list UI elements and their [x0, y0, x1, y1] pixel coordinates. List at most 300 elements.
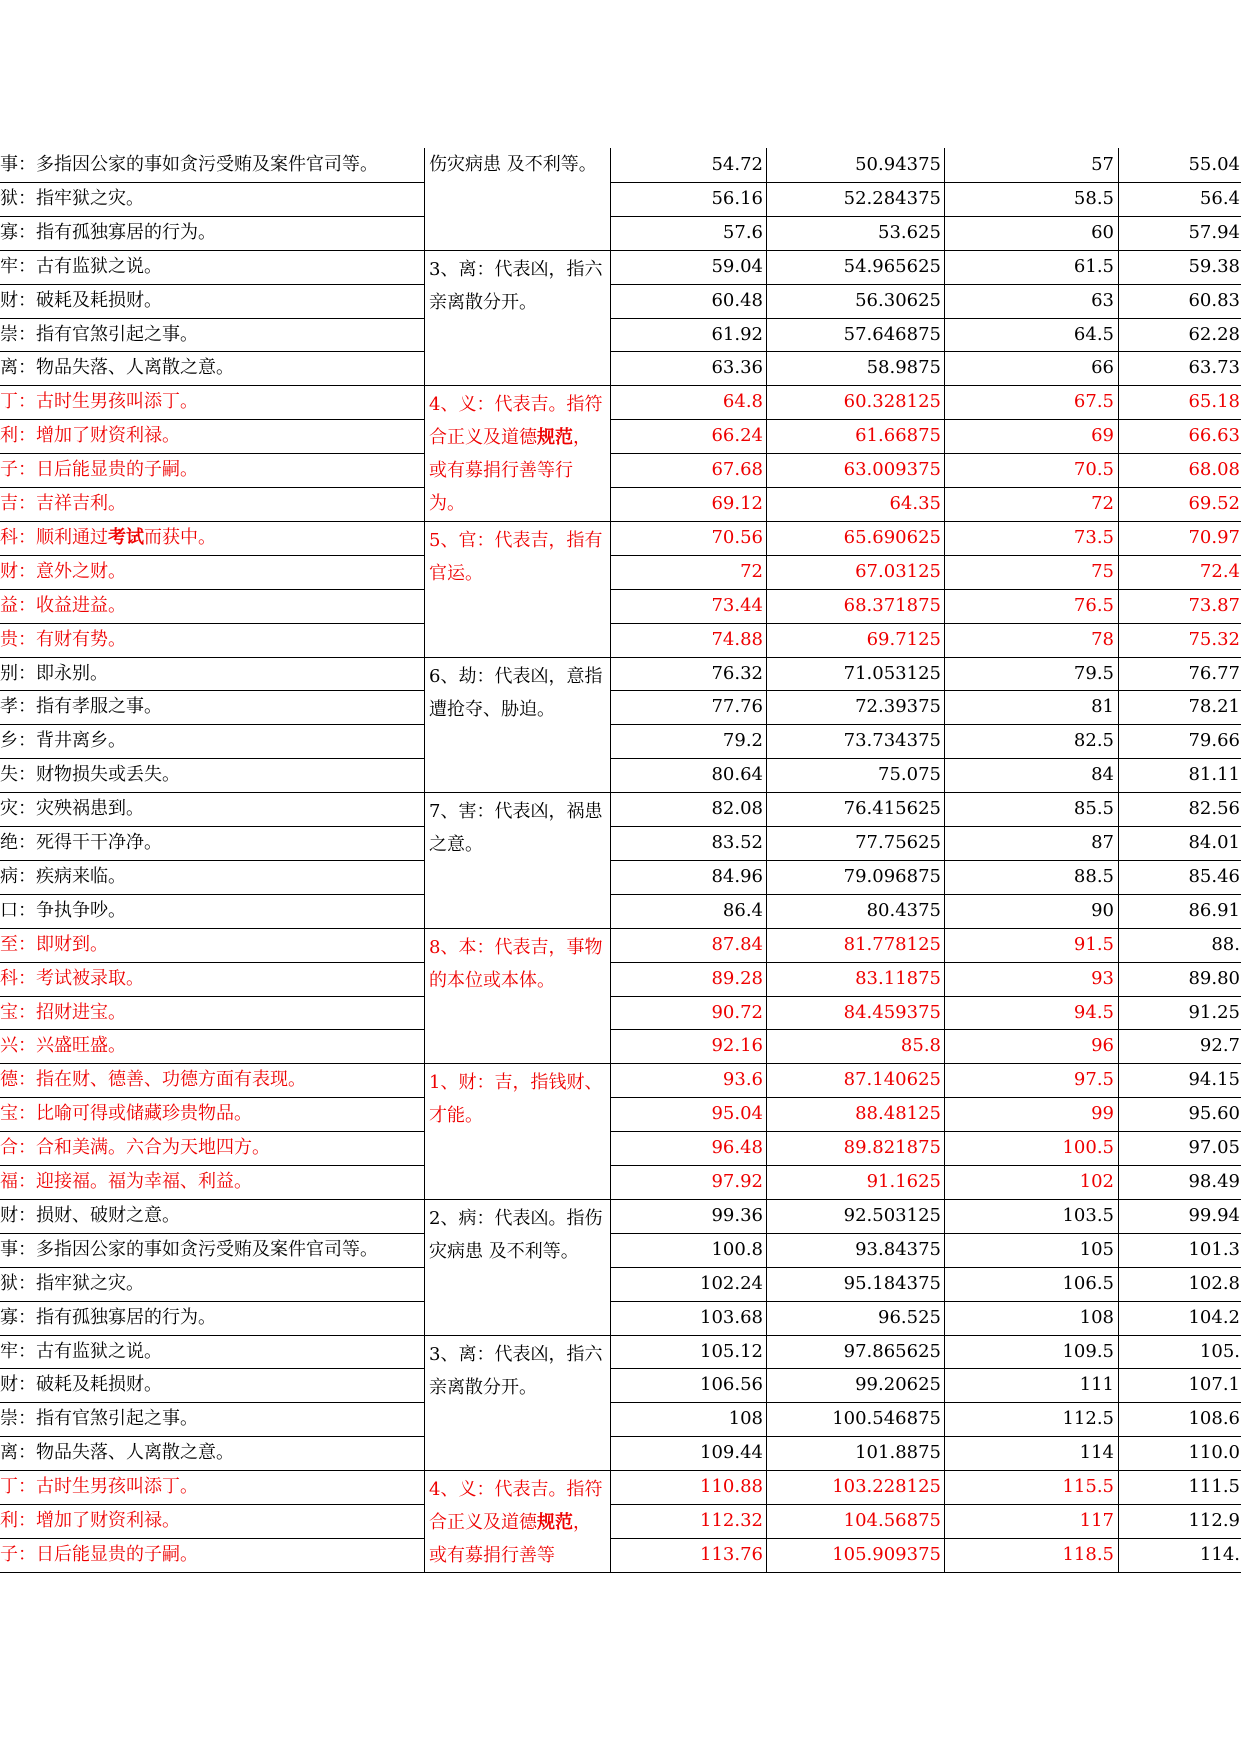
value-cell-n4[interactable]: 78.21 [1188, 696, 1240, 718]
value-cell-n4[interactable]: 57.94 [1188, 221, 1240, 243]
value-cell-n3[interactable]: 73.5 [1073, 526, 1114, 548]
value-cell-n4[interactable]: 86.91 [1188, 899, 1240, 921]
description-cell[interactable]: 口：争执争吵。 [0, 899, 126, 921]
description-cell[interactable]: 兴：兴盛旺盛。 [0, 1035, 126, 1057]
grid-line [0, 453, 424, 454]
description-cell[interactable]: 财：破耗及耗损财。 [0, 289, 162, 311]
grid-line [0, 1301, 424, 1302]
grid-line [0, 826, 424, 827]
value-cell-n4[interactable]: 84.01 [1188, 832, 1240, 853]
table-row [0, 419, 1241, 453]
description-cell[interactable]: 寡：指有孤独寡居的行为。 [0, 221, 216, 243]
value-cell-n2[interactable]: 97.865625 [843, 1340, 941, 1362]
value-cell-n1[interactable]: 106.56 [700, 1374, 763, 1396]
value-cell-n2[interactable]: 83.11875 [855, 967, 941, 989]
value-cell-n4[interactable]: 76.77 [1188, 662, 1240, 684]
value-cell-n1[interactable]: 92.16 [711, 1035, 763, 1057]
grid-line [610, 555, 1241, 556]
grid-line [0, 1335, 1241, 1336]
table-row [0, 216, 1241, 250]
grid-line [0, 250, 1241, 251]
value-cell-n4[interactable]: 102.8 [1188, 1272, 1240, 1294]
value-cell-n3[interactable]: 84 [1091, 764, 1114, 786]
table-row [0, 487, 1241, 521]
category-cell[interactable]: 1、财：吉，指钱财、才能。 [429, 1072, 603, 1127]
value-cell-n1[interactable]: 60.48 [711, 289, 763, 311]
table-row [0, 758, 1241, 792]
grid-line [610, 1538, 1241, 1539]
grid-line [0, 385, 1241, 386]
grid-line [610, 690, 1241, 691]
grid-line [610, 1301, 1241, 1302]
value-cell-n3[interactable]: 102 [1079, 1171, 1114, 1192]
value-cell-n2[interactable]: 73.734375 [843, 730, 941, 752]
value-cell-n2[interactable]: 95.184375 [843, 1272, 941, 1294]
grid-line [0, 284, 424, 285]
value-cell-n1[interactable]: 61.92 [711, 323, 763, 345]
value-cell-n1[interactable]: 86.4 [722, 899, 763, 921]
value-cell-n1[interactable]: 105.12 [700, 1340, 763, 1362]
value-cell-n3[interactable]: 69 [1091, 425, 1114, 447]
highlighted-term: 规范 [537, 427, 573, 449]
value-cell-n2[interactable]: 67.03125 [855, 560, 941, 582]
value-cell-n3[interactable]: 97.5 [1073, 1069, 1114, 1091]
grid-line [610, 1402, 1241, 1403]
value-cell-n2[interactable]: 89.821875 [843, 1137, 941, 1159]
value-cell-n4[interactable]: 62.28 [1188, 323, 1240, 345]
value-cell-n2[interactable]: 58.9875 [866, 357, 941, 379]
value-cell-n2[interactable]: 63.009375 [843, 459, 941, 481]
grid-line [0, 792, 1241, 793]
grid-line [0, 928, 1241, 929]
value-cell-n3[interactable]: 72 [1091, 493, 1114, 514]
value-cell-n3[interactable]: 93 [1091, 967, 1114, 989]
highlighted-term: 规范 [537, 1512, 573, 1534]
value-cell-n4[interactable]: 104.2 [1188, 1306, 1240, 1328]
value-cell-n4[interactable]: 88. [1211, 933, 1240, 955]
value-cell-n1[interactable]: 82.08 [711, 798, 763, 820]
value-cell-n2[interactable]: 72.39375 [855, 696, 941, 718]
grid-line [0, 1233, 424, 1234]
value-cell-n4[interactable]: 59.38 [1188, 255, 1240, 277]
value-cell-n2[interactable]: 93.84375 [855, 1238, 941, 1260]
description-cell[interactable]: 失：财物损失或丢失。 [0, 764, 180, 786]
description-cell[interactable]: 离：物品失落、人离散之意。 [0, 357, 234, 379]
value-cell-n3[interactable]: 57 [1091, 154, 1114, 175]
description-cell[interactable]: 财：意外之财。 [0, 560, 126, 582]
highlighted-term: 考试 [108, 526, 144, 548]
value-cell-n4[interactable]: 68.08 [1188, 459, 1240, 481]
description-cell[interactable]: 至：即财到。 [0, 933, 108, 955]
value-cell-n1[interactable]: 77.76 [711, 696, 763, 718]
value-cell-n1[interactable]: 87.84 [711, 933, 763, 955]
value-cell-n3[interactable]: 106.5 [1062, 1272, 1114, 1294]
table-row [0, 284, 1241, 318]
table-row [0, 1165, 1241, 1199]
value-cell-n3[interactable]: 88.5 [1073, 865, 1114, 887]
value-cell-n1[interactable]: 109.44 [700, 1442, 763, 1464]
value-cell-n3[interactable]: 105 [1079, 1238, 1114, 1260]
table-row [0, 894, 1241, 928]
value-cell-n3[interactable]: 94.5 [1073, 1001, 1114, 1023]
value-cell-n3[interactable]: 70.5 [1073, 459, 1114, 481]
description-cell[interactable]: 合：合和美满。六合为天地四方。 [0, 1137, 270, 1159]
table-row [0, 1504, 1241, 1538]
value-cell-n2[interactable]: 81.778125 [843, 933, 941, 955]
description-cell[interactable]: 绝：死得干干净净。 [0, 832, 162, 853]
grid-line [610, 453, 1241, 454]
value-cell-n4[interactable]: 75.32 [1188, 628, 1240, 650]
value-cell-n4[interactable]: 112.9 [1188, 1510, 1240, 1531]
value-cell-n1[interactable]: 97.92 [711, 1171, 763, 1192]
value-cell-n1[interactable]: 74.88 [711, 628, 763, 650]
description-cell[interactable]: 财：损财、破财之意。 [0, 1204, 180, 1226]
grid-line [0, 894, 424, 895]
description-cell[interactable]: 狱：指牢狱之灾。 [0, 187, 144, 209]
value-cell-n2[interactable]: 65.690625 [843, 526, 941, 548]
value-cell-n2[interactable]: 88.48125 [855, 1103, 941, 1125]
value-cell-n3[interactable]: 114 [1079, 1442, 1114, 1464]
grid-line [0, 860, 424, 861]
value-cell-n4[interactable]: 79.66 [1188, 730, 1240, 752]
value-cell-n3[interactable]: 91.5 [1073, 933, 1114, 955]
table-row [0, 318, 1241, 352]
category-cell[interactable]: 8、本：代表吉，事物的本位或本体。 [429, 936, 603, 991]
description-cell[interactable]: 丁：古时生男孩叫添丁。 [0, 1476, 198, 1498]
value-cell-n1[interactable]: 93.6 [722, 1069, 763, 1091]
category-cell[interactable]: 6、劫：代表凶，意指遭抢夺、胁迫。 [429, 665, 603, 720]
value-cell-n2[interactable]: 103.228125 [832, 1476, 941, 1498]
value-cell-n3[interactable]: 81 [1091, 696, 1114, 718]
value-cell-n4[interactable]: 56.4 [1199, 187, 1240, 209]
description-cell[interactable]: 病：疾病来临。 [0, 865, 126, 887]
value-cell-n2[interactable]: 99.20625 [855, 1374, 941, 1396]
description-text: 而获中。 [144, 526, 216, 548]
value-cell-n1[interactable]: 54.72 [711, 154, 763, 175]
value-cell-n1[interactable]: 84.96 [711, 865, 763, 887]
grid-line [0, 657, 1241, 658]
table-row [0, 589, 1241, 623]
grid-line [0, 318, 424, 319]
value-cell-n1[interactable]: 112.32 [700, 1510, 763, 1531]
value-cell-n3[interactable]: 85.5 [1073, 798, 1114, 820]
value-cell-n2[interactable]: 79.096875 [843, 865, 941, 887]
grid-line [610, 182, 1241, 183]
value-cell-n3[interactable]: 61.5 [1073, 255, 1114, 277]
value-cell-n3[interactable]: 76.5 [1073, 594, 1114, 616]
value-cell-n4[interactable]: 95.60 [1188, 1103, 1240, 1125]
table-row [0, 250, 1241, 284]
value-cell-n1[interactable]: 110.88 [700, 1476, 763, 1498]
value-cell-n2[interactable]: 56.30625 [855, 289, 941, 311]
value-cell-n1[interactable]: 103.68 [700, 1306, 763, 1328]
value-cell-n1[interactable]: 70.56 [711, 526, 763, 548]
value-cell-n2[interactable]: 104.56875 [843, 1510, 941, 1531]
grid-line [0, 555, 424, 556]
category-cell[interactable]: 3、离：代表凶，指六亲离散分开。 [429, 1343, 603, 1398]
category-cell[interactable]: 7、害：代表凶，祸患之意。 [429, 801, 603, 856]
value-cell-n1[interactable]: 69.12 [711, 493, 763, 514]
description-cell[interactable]: 乡：背井离乡。 [0, 730, 126, 752]
description-cell[interactable]: 利：增加了财资利禄。 [0, 425, 180, 447]
value-cell-n1[interactable]: 96.48 [711, 1137, 763, 1159]
table-row [0, 623, 1241, 657]
value-cell-n3[interactable]: 103.5 [1062, 1204, 1114, 1226]
description-cell[interactable]: 益：收益进益。 [0, 594, 126, 616]
category-cell[interactable]: 伤灾病患 及不利等。 [429, 154, 597, 175]
grid-line [610, 1131, 1241, 1132]
value-cell-n2[interactable]: 75.075 [878, 764, 941, 786]
value-cell-n1[interactable]: 80.64 [711, 764, 763, 786]
value-cell-n3[interactable]: 96 [1091, 1035, 1114, 1057]
spreadsheet-table [0, 148, 1241, 1584]
value-cell-n2[interactable]: 57.646875 [843, 323, 941, 345]
description-cell[interactable]: 事：多指因公家的事如贪污受贿及案件官司等。 [0, 154, 378, 175]
value-cell-n1[interactable]: 102.24 [700, 1272, 763, 1294]
value-cell-n3[interactable]: 75 [1091, 560, 1114, 582]
value-cell-n2[interactable]: 84.459375 [843, 1001, 941, 1023]
value-cell-n2[interactable]: 85.8 [900, 1035, 941, 1057]
value-cell-n3[interactable]: 99 [1091, 1103, 1114, 1125]
value-cell-n1[interactable]: 83.52 [711, 832, 763, 853]
table-row [0, 792, 1241, 826]
value-cell-n4[interactable]: 111.5 [1188, 1476, 1240, 1498]
value-cell-n1[interactable]: 56.16 [711, 187, 763, 209]
description-cell[interactable]: 灾：灾殃祸患到。 [0, 798, 144, 820]
value-cell-n4[interactable]: 110.0 [1188, 1442, 1240, 1464]
grid-line [610, 962, 1241, 963]
grid-line [424, 148, 425, 1572]
value-cell-n4[interactable]: 82.56 [1188, 798, 1240, 820]
grid-line [610, 860, 1241, 861]
description-cell[interactable]: 贵：有财有势。 [0, 628, 126, 650]
value-cell-n2[interactable]: 91.1625 [866, 1171, 941, 1192]
table-row [0, 1199, 1241, 1233]
value-cell-n2[interactable]: 101.8875 [855, 1442, 941, 1464]
description-cell[interactable]: 崇：指有官煞引起之事。 [0, 323, 198, 345]
table-row [0, 826, 1241, 860]
value-cell-n4[interactable]: 55.04 [1188, 154, 1240, 175]
value-cell-n1[interactable]: 57.6 [722, 221, 763, 243]
value-cell-n3[interactable]: 100.5 [1062, 1137, 1114, 1159]
value-cell-n4[interactable]: 108.6 [1188, 1408, 1240, 1430]
grid-line [610, 1504, 1241, 1505]
value-cell-n4[interactable]: 98.49 [1188, 1171, 1240, 1192]
description-cell[interactable]: 财：破耗及耗损财。 [0, 1374, 162, 1396]
value-cell-n2[interactable]: 53.625 [878, 221, 941, 243]
grid-line [0, 724, 424, 725]
value-cell-n4[interactable]: 69.52 [1188, 493, 1240, 514]
grid-line [0, 1063, 1241, 1064]
grid-line [0, 1504, 424, 1505]
value-cell-n1[interactable]: 76.32 [711, 662, 763, 684]
grid-line [610, 284, 1241, 285]
value-cell-n2[interactable]: 100.546875 [832, 1408, 941, 1430]
table-row [0, 351, 1241, 385]
value-cell-n3[interactable]: 58.5 [1073, 187, 1114, 209]
table-row [0, 182, 1241, 216]
value-cell-n2[interactable]: 80.4375 [866, 899, 941, 921]
description-cell[interactable]: 丁：古时生男孩叫添丁。 [0, 391, 198, 413]
value-cell-n1[interactable]: 79.2 [722, 730, 763, 752]
value-cell-n3[interactable]: 118.5 [1062, 1543, 1114, 1565]
description-cell[interactable] [0, 521, 420, 555]
value-cell-n1[interactable]: 100.8 [711, 1238, 763, 1260]
value-cell-n2[interactable]: 50.94375 [855, 154, 941, 175]
value-cell-n2[interactable]: 77.75625 [855, 832, 941, 853]
value-cell-n1[interactable]: 113.76 [700, 1543, 763, 1565]
value-cell-n1[interactable]: 90.72 [711, 1001, 763, 1023]
description-cell[interactable]: 吉：吉祥吉利。 [0, 493, 126, 514]
description-cell[interactable]: 寡：指有孤独寡居的行为。 [0, 1306, 216, 1328]
category-cell[interactable]: 2、病：代表凶。指伤灾病患 及不利等。 [429, 1207, 603, 1262]
description-cell[interactable]: 崇：指有官煞引起之事。 [0, 1408, 198, 1430]
value-cell-n1[interactable]: 73.44 [711, 594, 763, 616]
value-cell-n1[interactable]: 66.24 [711, 425, 763, 447]
value-cell-n4[interactable]: 63.73 [1188, 357, 1240, 379]
description-cell[interactable]: 牢：古有监狱之说。 [0, 1340, 162, 1362]
category-cell[interactable]: 3、离：代表凶，指六亲离散分开。 [429, 258, 603, 313]
value-cell-n2[interactable]: 64.35 [889, 493, 941, 514]
value-cell-n1[interactable]: 59.04 [711, 255, 763, 277]
value-cell-n3[interactable]: 112.5 [1062, 1408, 1114, 1430]
grid-line [0, 487, 424, 488]
description-cell[interactable]: 别：即永别。 [0, 662, 108, 684]
value-cell-n3[interactable]: 117 [1079, 1510, 1114, 1531]
category-cell[interactable] [425, 385, 608, 521]
category-text: 4、义：代表吉。指符合正义及道德 [429, 394, 603, 449]
grid-line [610, 758, 1241, 759]
description-cell[interactable]: 宝：比喻可得或储藏珍贵物品。 [0, 1103, 252, 1125]
value-cell-n3[interactable]: 87 [1091, 832, 1114, 853]
value-cell-n2[interactable]: 69.7125 [866, 628, 941, 650]
value-cell-n3[interactable]: 82.5 [1073, 730, 1114, 752]
grid-line [610, 318, 1241, 319]
value-cell-n1[interactable]: 64.8 [722, 391, 763, 413]
value-cell-n2[interactable]: 68.371875 [843, 594, 941, 616]
description-cell[interactable]: 子：日后能显贵的子嗣。 [0, 1543, 198, 1565]
grid-line [0, 419, 424, 420]
value-cell-n4[interactable]: 81.11 [1188, 764, 1240, 786]
value-cell-n3[interactable]: 111 [1079, 1374, 1114, 1396]
value-cell-n4[interactable]: 97.05 [1188, 1137, 1240, 1159]
table-row [0, 1368, 1241, 1402]
value-cell-n3[interactable]: 115.5 [1062, 1476, 1114, 1498]
grid-line [0, 623, 424, 624]
category-cell[interactable] [425, 1470, 608, 1572]
value-cell-n4[interactable]: 66.63 [1188, 425, 1240, 447]
value-cell-n2[interactable]: 71.053125 [843, 662, 941, 684]
value-cell-n4[interactable]: 114. [1199, 1543, 1240, 1565]
description-cell[interactable]: 宝：招财进宝。 [0, 1001, 126, 1023]
grid-line [0, 1402, 424, 1403]
table-row [0, 928, 1241, 962]
value-cell-n3[interactable]: 78 [1091, 628, 1114, 650]
grid-line [0, 1165, 424, 1166]
table-row [0, 1029, 1241, 1063]
table-row [0, 1538, 1241, 1572]
grid-line [0, 521, 1241, 522]
description-cell[interactable]: 离：物品失落、人离散之意。 [0, 1442, 234, 1464]
description-cell[interactable]: 狱：指牢狱之灾。 [0, 1272, 144, 1294]
table-row [0, 724, 1241, 758]
description-cell[interactable]: 福：迎接福。福为幸福、利益。 [0, 1171, 252, 1192]
grid-line [0, 690, 424, 691]
description-cell[interactable]: 利：增加了财资利禄。 [0, 1510, 180, 1531]
table-row [0, 1301, 1241, 1335]
value-cell-n4[interactable]: 89.80 [1188, 967, 1240, 989]
value-cell-n4[interactable]: 72.4 [1199, 560, 1240, 582]
grid-line [610, 996, 1241, 997]
value-cell-n3[interactable]: 63 [1091, 289, 1114, 311]
description-cell[interactable]: 科：考试被录取。 [0, 967, 144, 989]
grid-line [610, 826, 1241, 827]
value-cell-n3[interactable]: 67.5 [1073, 391, 1114, 413]
value-cell-n2[interactable]: 87.140625 [843, 1069, 941, 1091]
description-cell[interactable]: 事：多指因公家的事如贪污受贿及案件官司等。 [0, 1238, 378, 1260]
value-cell-n4[interactable]: 73.87 [1188, 594, 1240, 616]
value-cell-n1[interactable]: 108 [728, 1408, 763, 1430]
value-cell-n3[interactable]: 108 [1079, 1306, 1114, 1328]
value-cell-n4[interactable]: 101.3 [1188, 1238, 1240, 1260]
description-cell[interactable]: 德：指在财、德善、功德方面有表现。 [0, 1069, 306, 1091]
value-cell-n2[interactable]: 52.284375 [843, 187, 941, 209]
value-cell-n4[interactable]: 91.25 [1188, 1001, 1240, 1023]
value-cell-n4[interactable]: 65.18 [1188, 391, 1240, 413]
category-cell[interactable]: 5、官：代表吉，指有官运。 [429, 529, 603, 584]
value-cell-n1[interactable]: 67.68 [711, 459, 763, 481]
value-cell-n3[interactable]: 79.5 [1073, 662, 1114, 684]
value-cell-n2[interactable]: 76.415625 [843, 798, 941, 820]
value-cell-n2[interactable]: 60.328125 [843, 391, 941, 413]
value-cell-n1[interactable]: 95.04 [711, 1103, 763, 1125]
category-text: 4、义：代表吉。指符合正义及道德 [429, 1479, 603, 1534]
value-cell-n4[interactable]: 107.1 [1188, 1374, 1240, 1396]
value-cell-n3[interactable]: 90 [1091, 899, 1114, 921]
value-cell-n2[interactable]: 54.965625 [843, 255, 941, 277]
value-cell-n4[interactable]: 94.15 [1188, 1069, 1240, 1091]
value-cell-n4[interactable]: 105. [1199, 1340, 1240, 1362]
value-cell-n2[interactable]: 61.66875 [855, 425, 941, 447]
value-cell-n4[interactable]: 85.46 [1188, 865, 1240, 887]
grid-line [0, 1131, 424, 1132]
value-cell-n1[interactable]: 63.36 [711, 357, 763, 379]
table-row [0, 453, 1241, 487]
value-cell-n2[interactable]: 96.525 [878, 1306, 941, 1328]
value-cell-n1[interactable]: 89.28 [711, 967, 763, 989]
value-cell-n1[interactable]: 99.36 [711, 1204, 763, 1226]
value-cell-n4[interactable]: 92.7 [1199, 1035, 1240, 1057]
description-cell[interactable]: 子：日后能显贵的子嗣。 [0, 459, 198, 481]
value-cell-n2[interactable]: 105.909375 [832, 1543, 941, 1565]
table-row [0, 657, 1241, 691]
value-cell-n2[interactable]: 92.503125 [843, 1204, 941, 1226]
value-cell-n4[interactable]: 70.97 [1188, 526, 1240, 548]
grid-line [610, 1436, 1241, 1437]
value-cell-n3[interactable]: 60 [1091, 221, 1114, 243]
description-cell[interactable]: 牢：古有监狱之说。 [0, 255, 162, 277]
value-cell-n1[interactable]: 72 [740, 560, 763, 582]
value-cell-n3[interactable]: 109.5 [1062, 1340, 1114, 1362]
value-cell-n3[interactable]: 64.5 [1073, 323, 1114, 345]
value-cell-n4[interactable]: 99.94 [1188, 1204, 1240, 1226]
category-text: ，或有募捐行善等 [429, 1512, 591, 1567]
grid-line [0, 589, 424, 590]
description-cell[interactable]: 孝：指有孝服之事。 [0, 696, 162, 718]
value-cell-n4[interactable]: 60.83 [1188, 289, 1240, 311]
value-cell-n3[interactable]: 66 [1091, 357, 1114, 379]
grid-line [610, 1165, 1241, 1166]
